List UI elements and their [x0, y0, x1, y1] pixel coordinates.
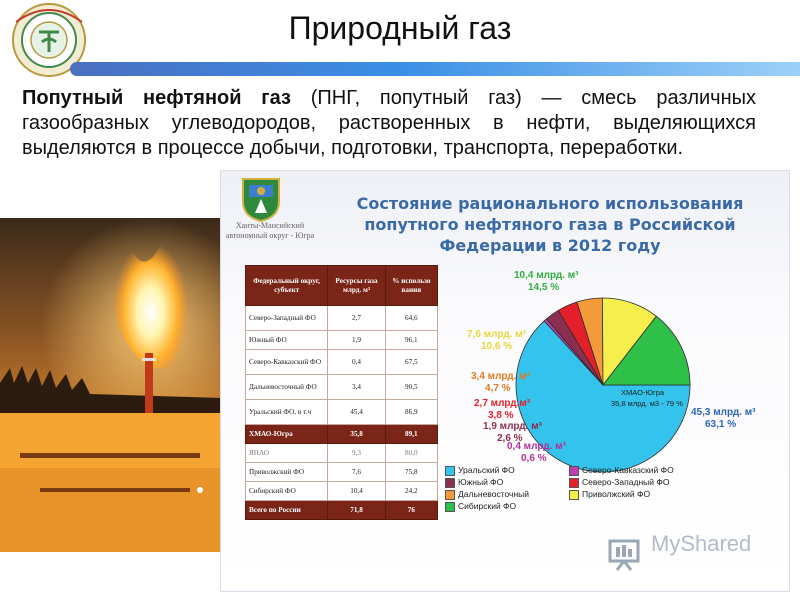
table-cell: Сибирский ФО: [246, 482, 328, 501]
pie-slice-label: 0,4 млрд. м³: [507, 441, 566, 452]
legend-item: [569, 465, 674, 476]
legend-item: [445, 489, 529, 500]
chart-panel: [220, 170, 790, 592]
table-cell: 75,8: [385, 463, 437, 482]
table-cell: 45,4: [328, 400, 385, 425]
pie-slice-label: 14,5 %: [528, 282, 560, 293]
table-cell: 89,1: [385, 425, 437, 444]
region-label: Ханты-Мансийский автономный округ - Югра: [225, 221, 315, 240]
table-cell: 9,3: [328, 444, 385, 463]
table-cell: Всего по России: [246, 501, 328, 520]
table-cell: 3,4: [328, 375, 385, 400]
table-cell: 1,9: [328, 331, 385, 350]
gas-pie-chart: [221, 171, 789, 591]
page-title: Природный газ: [288, 10, 512, 46]
table-cell: 71,8: [328, 501, 385, 520]
table-cell: Северо-Кавказский ФО: [246, 350, 328, 375]
legend-label: Дальневосточный: [458, 489, 530, 499]
legend-swatch: [569, 478, 579, 488]
legend-swatch: [445, 490, 455, 500]
legend-label: Уральский ФО: [458, 465, 515, 475]
pie-slice-label: 4,7 %: [485, 383, 511, 394]
legend-label: Сибирский ФО: [458, 501, 517, 511]
pie-slice-label: 3,8 %: [488, 410, 514, 421]
legend-swatch: [445, 478, 455, 488]
legend-label: Северо-Западный ФО: [582, 477, 670, 487]
pie-slice-label: 45,3 млрд. м³: [691, 407, 756, 418]
legend-swatch: [445, 502, 455, 512]
gas-flare-photo: [0, 218, 222, 552]
legend-swatch: [445, 466, 455, 476]
legend-item: [445, 501, 516, 512]
watermark-text: [611, 531, 751, 557]
definition-paragraph: [22, 86, 756, 161]
table-cell: 90,5: [385, 375, 437, 400]
pie-inner-annotation: 35,8 млрд. м3 - 79 %: [611, 399, 683, 408]
pie-inner-annotation: ХМАО-Югра: [621, 388, 665, 397]
table-cell: 86,9: [385, 400, 437, 425]
table-cell: Дальневосточный ФО: [246, 375, 328, 400]
table-cell: ХМАО-Югра: [246, 425, 328, 444]
table-cell: Южный ФО: [246, 331, 328, 350]
legend-item: [569, 477, 669, 488]
pie-slice-label: 2,6 %: [497, 433, 523, 444]
table-cell: 7,6: [328, 463, 385, 482]
watermark-label: MyShared: [651, 531, 752, 556]
table-cell: 24,2: [385, 482, 437, 501]
legend-label: Приволжский ФО: [582, 489, 651, 499]
pie-slice-label: 10,4 млрд. м³: [514, 270, 579, 281]
table-cell: 35,8: [328, 425, 385, 444]
pie-slice-label: 63,1 %: [705, 419, 737, 430]
table-cell: Приволжский ФО: [246, 463, 328, 482]
pie-slice-label: 1,9 млрд. м³: [483, 421, 542, 432]
pie-slice-label: 2,7 млрд.м³: [474, 398, 531, 409]
table-cell: 10,4: [328, 482, 385, 501]
legend-item: [445, 477, 503, 488]
table-cell: 67,5: [385, 350, 437, 375]
legend-label: Северо-Кавказский ФО: [582, 465, 674, 475]
table-cell: 96,1: [385, 331, 437, 350]
legend-item: [445, 465, 515, 476]
legend-label: Южный ФО: [458, 477, 504, 487]
table-cell: 64,6: [385, 306, 437, 331]
legend-swatch: [569, 490, 579, 500]
table-cell: 76: [385, 501, 437, 520]
table-cell: Уральский ФО, в т.ч: [246, 400, 328, 425]
legend-swatch: [569, 466, 579, 476]
table-header-district: Федеральный округ, субъект: [246, 266, 328, 306]
pie-slice-label: 3,4 млрд. м³: [471, 371, 530, 382]
pie-slice-label: 7,6 млрд. м³: [467, 329, 526, 340]
table-cell: 80,0: [385, 444, 437, 463]
definition-text: (ПНГ, попутный газ) — смесь различных газообразных углеводородов, растворенных в нефти, выделяющихся выделяются в процессе добычи, подготовки, транспорта, переработки.: [22, 87, 756, 159]
pie-slice-label: 0,6 %: [521, 453, 547, 464]
legend-item: [569, 489, 650, 500]
table-cell: ЯНАО: [246, 444, 328, 463]
table-cell: 0,4: [328, 350, 385, 375]
term-bold: Попутный нефтяной газ: [22, 87, 291, 109]
title-underline-bar: [70, 62, 800, 76]
chart-title: Состояние рационального использования попутного нефтяного газа в Российской Федерации в 2012 году: [356, 194, 744, 255]
table-header-percent: % использо вания: [385, 266, 437, 306]
table-header-resources: Ресурсы газа млрд. м³: [328, 266, 385, 306]
table-cell: Северо-Западный ФО: [246, 306, 328, 331]
pie-slice-label: 10,6 %: [481, 341, 513, 352]
table-cell: 2,7: [328, 306, 385, 331]
